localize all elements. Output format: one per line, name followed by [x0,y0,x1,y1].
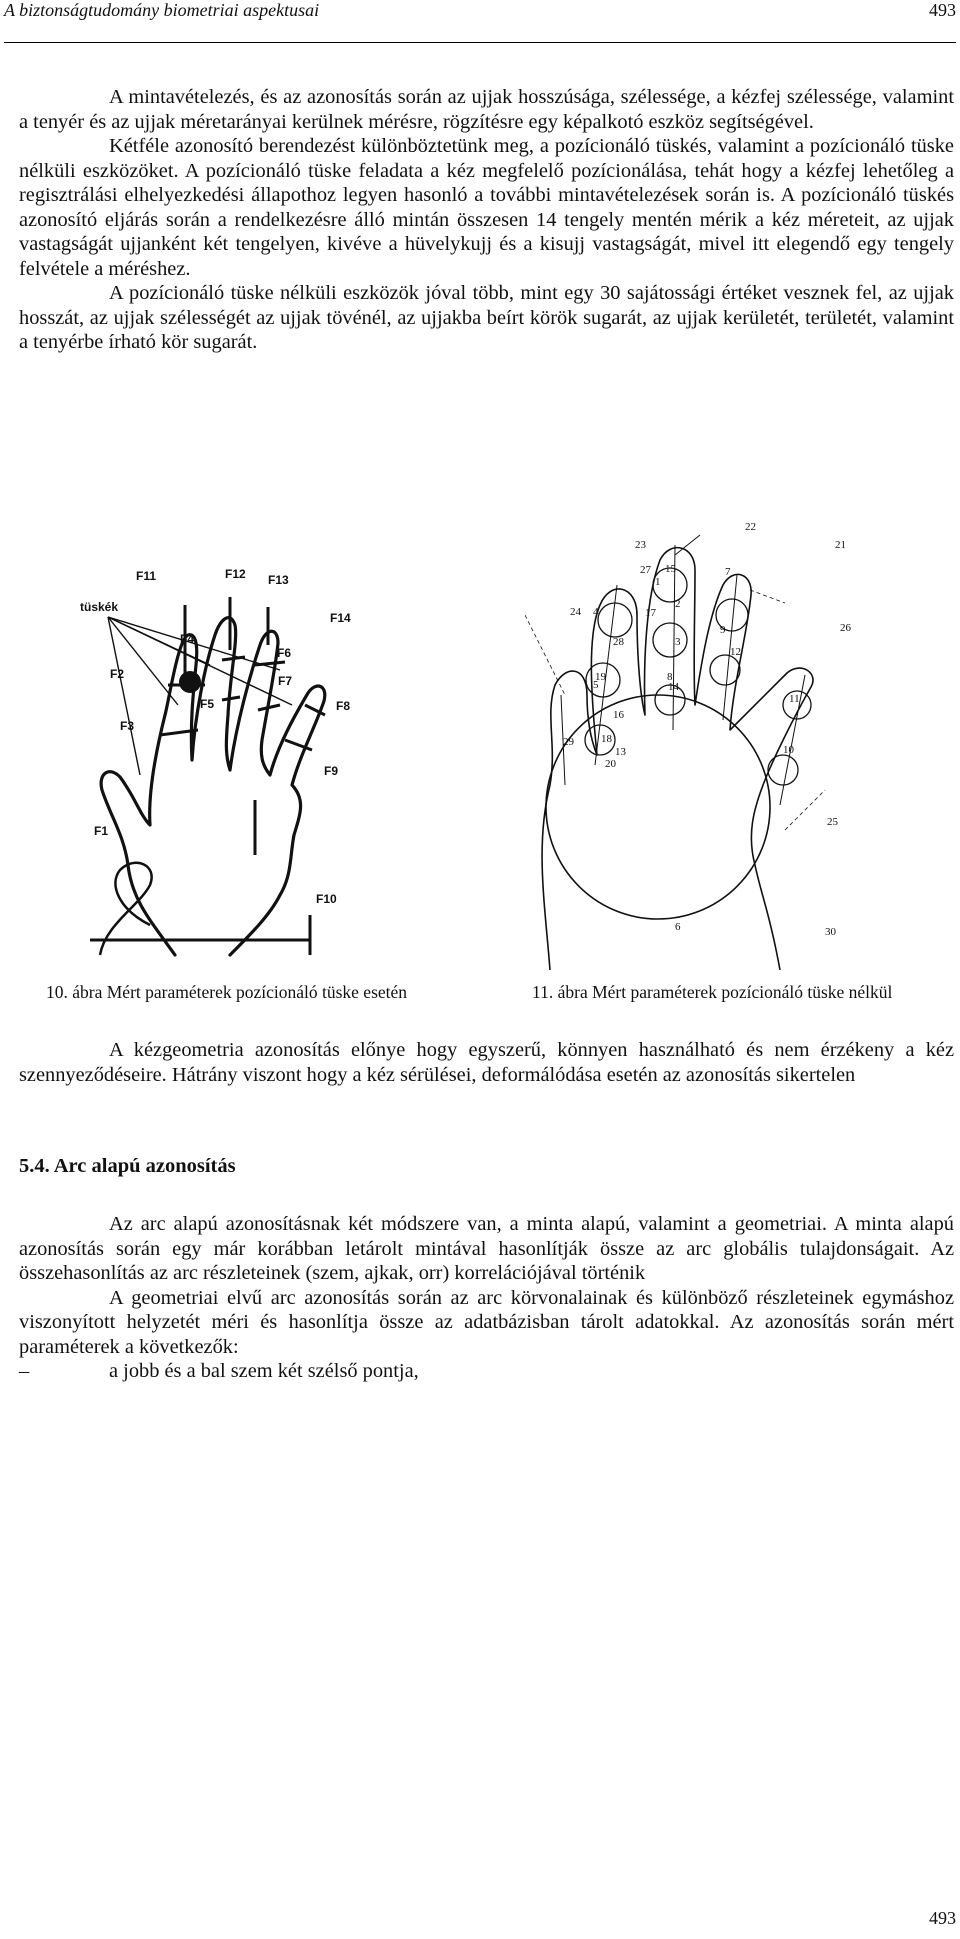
paragraph: A geometriai elvű arc azonosítás során az arc körvonalainak és különböző részleteinek egymáshoz viszonyított helyzetét méri és hasonlítja össze az adatbázisban tárolt adatokkal. Az azonosítás során mért paraméterek a következők: [19,1286,954,1358]
label-8: 8 [667,671,673,683]
label-10: 10 [783,744,794,756]
palm-inscribed-circle [546,695,770,919]
label-3: 3 [675,636,681,648]
label-20: 20 [605,758,616,770]
label-f11: F11 [136,569,157,583]
label-11: 11 [789,693,800,705]
label-26: 26 [840,622,851,634]
label-28: 28 [613,636,624,648]
label-24: 24 [570,606,581,618]
face-text [19,1212,954,1384]
figure-11-caption: 11. ábra Mért paraméterek pozícionáló tüske nélkül [532,982,893,1002]
label-f6: F6 [277,646,292,660]
label-12: 12 [730,646,741,658]
figure-labels [563,521,852,938]
hand-no-pins-figure [525,515,915,970]
list-item-text: a jobb és a bal szem két szélső pontja, [109,1360,419,1382]
pins-label: tüskék [80,600,119,614]
label-13: 13 [615,746,626,758]
pin-dot [179,671,201,693]
label-27: 27 [640,564,651,576]
label-17: 17 [645,607,656,619]
page-header [0,0,960,44]
dashed-guides [525,590,825,830]
label-6: 6 [675,921,681,933]
intro-text [19,85,954,355]
label-19: 19 [595,671,606,683]
paragraph: A mintavételezés, és az azonosítás során az ujjak hosszúsága, szélessége, a kézfej szélessége, valamint a tenyér és az ujjak méretarányai kerülnek mérésre, rögzítésre egy képalkotó eszköz segítségével. [19,86,954,133]
label-14: 14 [668,681,679,693]
paragraph: A pozícionáló tüske nélküli eszközök jóval több, mint egy 30 sajátossági értéket vesznek fel, az ujjak hosszát, az ujjak szélességét az ujjak tövénél, az ujjakba beírt körök sugarát, az ujjak kerületét, területét, valamint a tenyérbe írható kör sugarát. [19,282,954,353]
advantages-text [19,1038,954,1087]
label-1: 1 [655,576,661,588]
label-f14: F14 [330,611,351,625]
label-30: 30 [825,926,836,938]
label-f13: F13 [268,573,289,587]
paragraph: Kétféle azonosító berendezést különböztetünk meg, a pozícionáló tüskés, valamint a pozícionáló tüske nélküli eszközöket. A pozícionáló tüske feladata a kéz megfelelő pozícionálása, tehát hogy a kézfej lehetőleg a regisztrálási elhelyezkedési állapothoz legyen hasonló a további mintavételezések során is. A pozícionáló tüskés azonosító eljárás során a rendelkezésre álló mintán összesen 14 tengely mentén mérik a kéz méreteit, az ujjak vastagságát ujjanként két tengelyen, kivéve a hüvelykujj és a kisujj vastagságát, mivel itt elegendő egy tengely felvétele a méréshez. [19,135,954,280]
label-5: 5 [593,679,599,691]
label-f10: F10 [316,892,337,906]
label-15: 15 [665,563,676,575]
label-f3: F3 [120,719,135,733]
label-f5: F5 [200,697,215,711]
label-7: 7 [725,566,731,578]
label-4: 4 [593,606,599,618]
label-18: 18 [601,733,612,745]
label-21: 21 [835,539,846,551]
label-2: 2 [675,598,681,610]
label-f7: F7 [278,674,293,688]
figure-10-caption: 10. ábra Mért paraméterek pozícionáló tüske esetén [46,982,408,1002]
label-25: 25 [827,816,838,828]
paragraph: A kézgeometria azonosítás előnye hogy egyszerű, könnyen használható és nem érzékeny a kéz szennyeződéseire. Hátrány viszont hogy a kéz sérülései, deformálódása esetén az azonosítás sikertelen [19,1039,954,1086]
paragraph: Az arc alapú azonosításnak két módszere van, a minta alapú, valamint a geometriai. A minta alapú azonosítás során egy már korábban letárolt mintával hasonlítják össze az arc globális tulajdonságait. Az összehasonlítás az arc részleteinek (szem, ajkak, orr) korrelációjával történik [19,1213,954,1284]
label-23: 23 [635,539,646,551]
label-9: 9 [720,624,726,636]
label-16: 16 [613,709,624,721]
label-f1: F1 [94,824,109,838]
list-bullet: – [19,1360,30,1382]
label-22: 22 [745,521,756,533]
label-f4: F4 [180,632,195,646]
label-29: 29 [563,736,574,748]
header-rule [4,42,956,43]
label-f9: F9 [324,764,339,778]
header-page-number: 493 [929,0,956,20]
label-f2: F2 [110,667,125,681]
section-heading: 5.4. Arc alapú azonosítás [19,1155,236,1177]
running-title: A biztonságtudomány biometriai aspektusai [4,0,320,20]
label-f8: F8 [336,699,351,713]
list-item [19,1359,954,1384]
hand-pins-figure [80,565,420,965]
footer-page-number: 493 [929,1908,956,1928]
label-f12: F12 [225,567,246,581]
